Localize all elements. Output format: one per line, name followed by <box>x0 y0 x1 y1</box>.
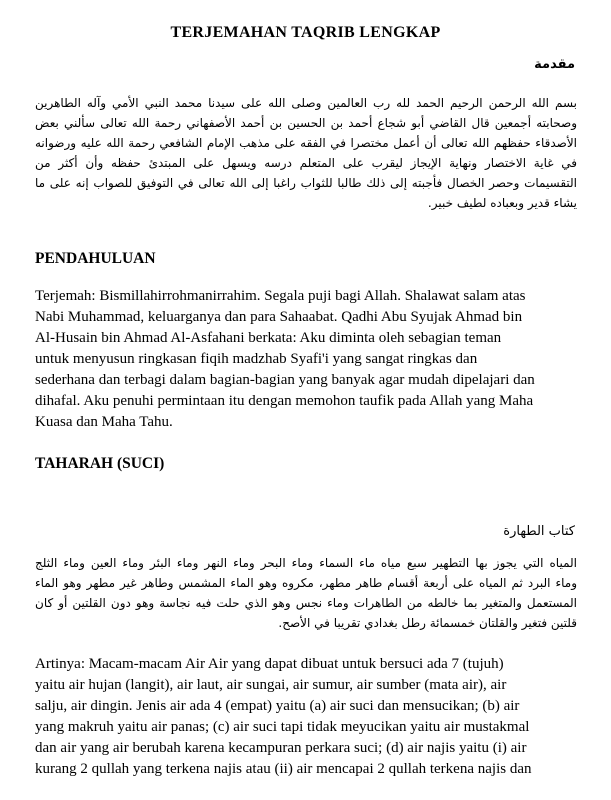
document-title: TERJEMAHAN TAQRIB LENGKAP <box>170 24 441 41</box>
text-line: kurang 2 qullah yang terkena najis atau (ii) air mencapai 2 qullah terkena najis dan <box>35 761 532 777</box>
muqaddimah-arabic-paragraph <box>35 93 577 213</box>
text-line: وماء البرد ثم المياه على أربعة أقسام طاهر مطهر، مكروه وهو الماء المشمس وطاهر غير مطهر وهو الماء <box>35 576 577 590</box>
text-line: Al-Husain bin Ahmad Al-Asfahani berkata: Aku diminta oleh sebagian teman <box>35 330 502 346</box>
text-line: Kuasa dan Maha Tahu. <box>35 414 173 430</box>
text-line: Terjemah: Bismillahirrohmanirrahim. Segala puji bagi Allah. Shalawat salam atas <box>35 288 526 304</box>
kitab-taharah-heading: كتاب الطهارة <box>503 524 575 539</box>
pendahuluan-heading: PENDAHULUAN <box>35 250 156 267</box>
artinya-paragraph <box>35 654 585 780</box>
text-line: التقسيمات وحصر الخصال فأجبته إلى ذلك طالبا للثواب راغبا إلى الله تعالى في التوفيق للصواب إنه على ما <box>35 176 577 190</box>
text-line: الأصدقاء حفظهم الله تعالى أن أعمل مختصرا في الفقه على مذهب الإمام الشافعي رحمة الله عليه ورضوانه <box>35 136 577 150</box>
pendahuluan-paragraph <box>35 286 585 433</box>
text-line: salju, air dingin. Jenis air ada 4 (empat) yaitu (a) air suci dan mensucikan; (b) air <box>35 698 520 714</box>
text-line: dihafal. Aku penuhi permintaan itu dengan memohon taufik pada Allah yang Maha <box>35 393 534 409</box>
text-line: المستعمل والمتغير بما خالطه من الطاهرات وماء نجس وهو الذي حلت فيه نجاسة وهو دون القلتين أو كان <box>35 596 577 610</box>
text-line: yaitu air hujan (langit), air laut, air sungai, air sumur, air sumber (mata air), air <box>35 677 507 693</box>
text-line: yang makruh yaitu air panas; (c) air suci tapi tidak meyucikan yaitu air mustakmal <box>35 719 530 735</box>
text-line: في غاية الاختصار ونهاية الإيجاز ليقرب على المتعلم درسه ويسهل على المبتدئ حفظه وأن أكثر من <box>35 156 577 170</box>
text-line: Nabi Muhammad, keluarganya dan para Sahaabat. Qadhi Abu Syujak Ahmad bin <box>35 309 523 325</box>
text-line: قلتين فتغير والقلتان خمسمائة رطل بغدادي تقريبا في الأصح. <box>278 616 577 630</box>
text-line: dan air yang air berubah karena kecampuran perkara suci; (d) air najis yaitu (i) air <box>35 740 527 756</box>
text-line: وصحابته أجمعين قال القاضي أبو شجاع أحمد بن الحسين بن أحمد الأصفهاني رحمة الله تعالى سألني بعض <box>35 116 577 130</box>
taharah-arabic-paragraph <box>35 553 577 633</box>
text-line: untuk menyusun ringkasan fiqih madzhab Syafi'i yang sangat ringkas dan <box>35 351 478 367</box>
text-line: Artinya: Macam-macam Air Air yang dapat dibuat untuk bersuci ada 7 (tujuh) <box>35 656 504 672</box>
taharah-heading: TAHARAH (SUCI) <box>35 455 165 472</box>
muqaddimah-heading: مقدمة <box>534 57 575 72</box>
text-line: يشاء قدير وبعباده لطيف خبير. <box>427 196 577 210</box>
text-line: بسم الله الرحمن الرحيم الحمد لله رب العالمين وصلى الله على سيدنا محمد النبي الأمي وآله الطاهرين <box>35 96 577 110</box>
text-line: المياه التي يجوز بها التطهير سبع مياه ماء السماء وماء البحر وماء النهر وماء البئر وماء العين وماء الثلج <box>35 556 577 570</box>
text-line: sederhana dan terbagi dalam bagian-bagian yang banyak agar mudah dipelajari dan <box>35 372 535 388</box>
